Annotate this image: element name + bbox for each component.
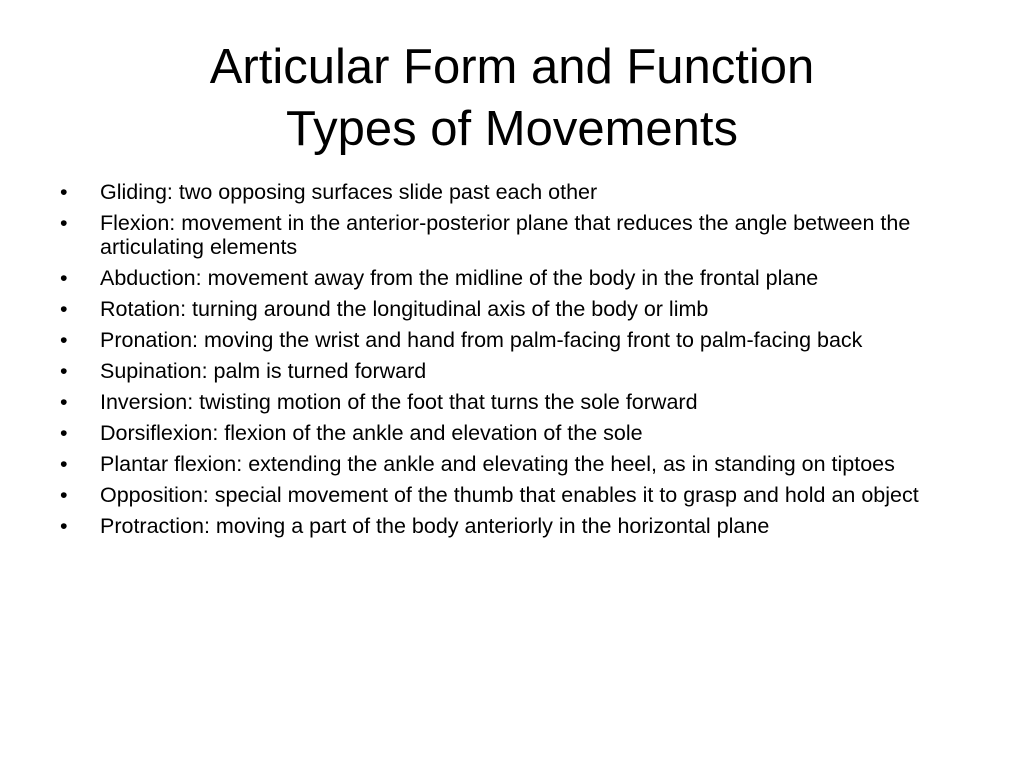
title-line-1: Articular Form and Function (209, 40, 815, 94)
bullet-text: Flexion: movement in the anterior-posterior plane that reduces the angle between the articulating elements (100, 211, 911, 259)
bullet-dot-icon: • (60, 483, 68, 507)
bullet-item-inversion (60, 390, 980, 414)
bullet-text: Protraction: moving a part of the body anteriorly in the horizontal plane (100, 514, 770, 538)
bullet-item-opposition (60, 483, 980, 507)
bullet-text: Rotation: turning around the longitudinal axis of the body or limb (100, 297, 709, 321)
bullet-dot-icon: • (60, 211, 68, 235)
bullet-list (60, 180, 980, 545)
bullet-item-abduction (60, 266, 980, 290)
bullet-dot-icon: • (60, 514, 68, 538)
bullet-item-gliding (60, 180, 980, 204)
slide-title (0, 36, 1024, 160)
bullet-dot-icon: • (60, 421, 68, 445)
bullet-text: Opposition: special movement of the thumb that enables it to grasp and hold an object (100, 483, 919, 507)
bullet-dot-icon: • (60, 180, 68, 204)
bullet-text: Abduction: movement away from the midline of the body in the frontal plane (100, 266, 819, 290)
bullet-dot-icon: • (60, 297, 68, 321)
bullet-dot-icon: • (60, 390, 68, 414)
bullet-text: Inversion: twisting motion of the foot that turns the sole forward (100, 390, 698, 414)
bullet-dot-icon: • (60, 452, 68, 476)
bullet-text: Plantar flexion: extending the ankle and elevating the heel, as in standing on tiptoes (100, 452, 895, 476)
bullet-item-protraction (60, 514, 980, 538)
bullet-item-dorsiflexion (60, 421, 980, 445)
title-line-2: Types of Movements (285, 102, 739, 156)
bullet-text: Gliding: two opposing surfaces slide past each other (100, 180, 598, 204)
bullet-dot-icon: • (60, 266, 68, 290)
bullet-text: Pronation: moving the wrist and hand from palm-facing front to palm-facing back (100, 328, 863, 352)
bullet-item-pronation (60, 328, 980, 352)
bullet-item-supination (60, 359, 980, 383)
bullet-text: Dorsiflexion: flexion of the ankle and elevation of the sole (100, 421, 643, 445)
bullet-item-plantar-flexion (60, 452, 980, 476)
bullet-dot-icon: • (60, 359, 68, 383)
bullet-item-flexion (60, 211, 980, 259)
bullet-item-rotation (60, 297, 980, 321)
bullet-text: Supination: palm is turned forward (100, 359, 427, 383)
bullet-dot-icon: • (60, 328, 68, 352)
